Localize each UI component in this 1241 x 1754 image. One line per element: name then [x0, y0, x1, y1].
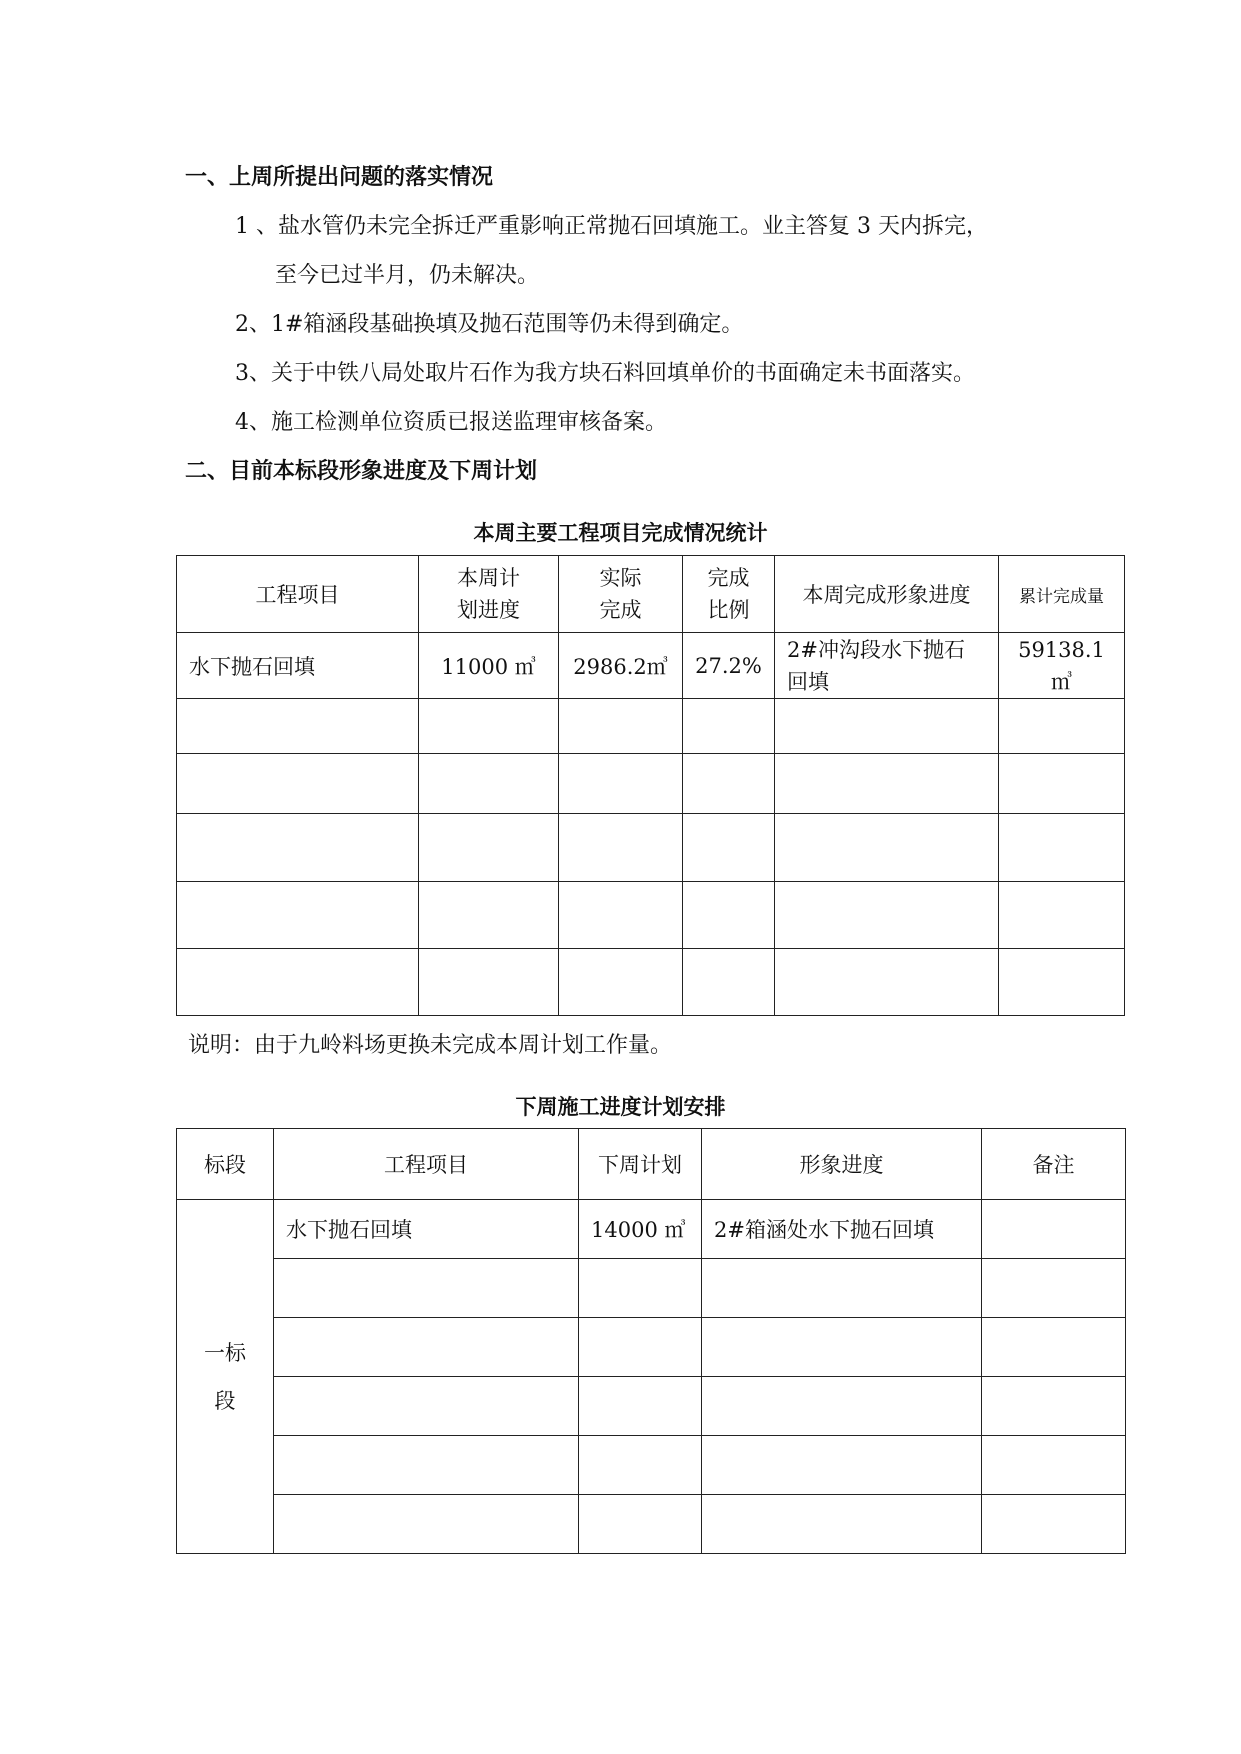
- table2-caption: 下周施工进度计划安排: [515, 1095, 726, 1119]
- cell-actual: 2986.2㎥: [559, 633, 683, 699]
- table1-note: 说明：由于九岭料场更换未完成本周计划工作量。: [188, 1033, 673, 1058]
- header-cumulative: 累计完成量: [999, 556, 1125, 633]
- table-row: [177, 1200, 1126, 1259]
- list-item: 2、1#箱涵段基础换填及抛石范围等仍未得到确定。: [235, 312, 744, 337]
- cell-weekly-plan: 11000 ㎥: [419, 633, 559, 699]
- header-next-week-plan: 下周计划: [579, 1129, 702, 1200]
- table-row: [177, 754, 1125, 814]
- table-row: [177, 814, 1125, 882]
- header-weekly-plan: 本周计 划进度: [419, 556, 559, 633]
- next-week-plan-table: [176, 1128, 1126, 1554]
- table-row: [177, 949, 1125, 1016]
- header-progress: 形象进度: [702, 1129, 982, 1200]
- list-item: 1 、盐水管仍未完全拆迁严重影响正常抛石回填施工。业主答复 3 天内拆完，: [235, 214, 988, 239]
- header-progress: 本周完成形象进度: [775, 556, 999, 633]
- header-project: 工程项目: [177, 556, 419, 633]
- table1-header-row: [177, 556, 1125, 633]
- cell-ratio: 27.2%: [683, 633, 775, 699]
- table-row: [177, 1377, 1126, 1436]
- header-project: 工程项目: [274, 1129, 579, 1200]
- cell-progress: 2#冲沟段水下抛石 回填: [775, 633, 999, 699]
- weekly-completion-table: [176, 555, 1125, 1016]
- cell-remark: [982, 1200, 1126, 1259]
- table-row: [177, 1436, 1126, 1495]
- list-item: 3、关于中铁八局处取片石作为我方块石料回填单价的书面确定未书面落实。: [235, 361, 975, 386]
- table-row: [177, 1318, 1126, 1377]
- section-1-title: 一、上周所提出问题的落实情况: [185, 165, 494, 190]
- table-row: [177, 1495, 1126, 1554]
- list-item-continuation: 至今已过半月，仍未解决。: [275, 263, 540, 288]
- cell-next-week-plan: 14000 ㎥: [579, 1200, 702, 1259]
- cell-project: 水下抛石回填: [177, 633, 419, 699]
- cell-project: 水下抛石回填: [274, 1200, 579, 1259]
- cell-progress: 2#箱涵处水下抛石回填: [702, 1200, 982, 1259]
- header-actual: 实际 完成: [559, 556, 683, 633]
- table-row: [177, 1259, 1126, 1318]
- table2-header-row: [177, 1129, 1126, 1200]
- table-row: [177, 633, 1125, 699]
- list-item: 4、施工检测单位资质已报送监理审核备案。: [235, 410, 667, 435]
- cell-segment: 一标 段: [177, 1200, 274, 1554]
- cell-cumulative: 59138.1 ㎥: [999, 633, 1125, 699]
- table-row: [177, 882, 1125, 949]
- section-2-title: 二、目前本标段形象进度及下周计划: [185, 459, 538, 484]
- header-remark: 备注: [982, 1129, 1126, 1200]
- table1-caption: 本周主要工程项目完成情况统计: [473, 521, 768, 545]
- table-row: [177, 699, 1125, 754]
- header-segment: 标段: [177, 1129, 274, 1200]
- header-ratio: 完成 比例: [683, 556, 775, 633]
